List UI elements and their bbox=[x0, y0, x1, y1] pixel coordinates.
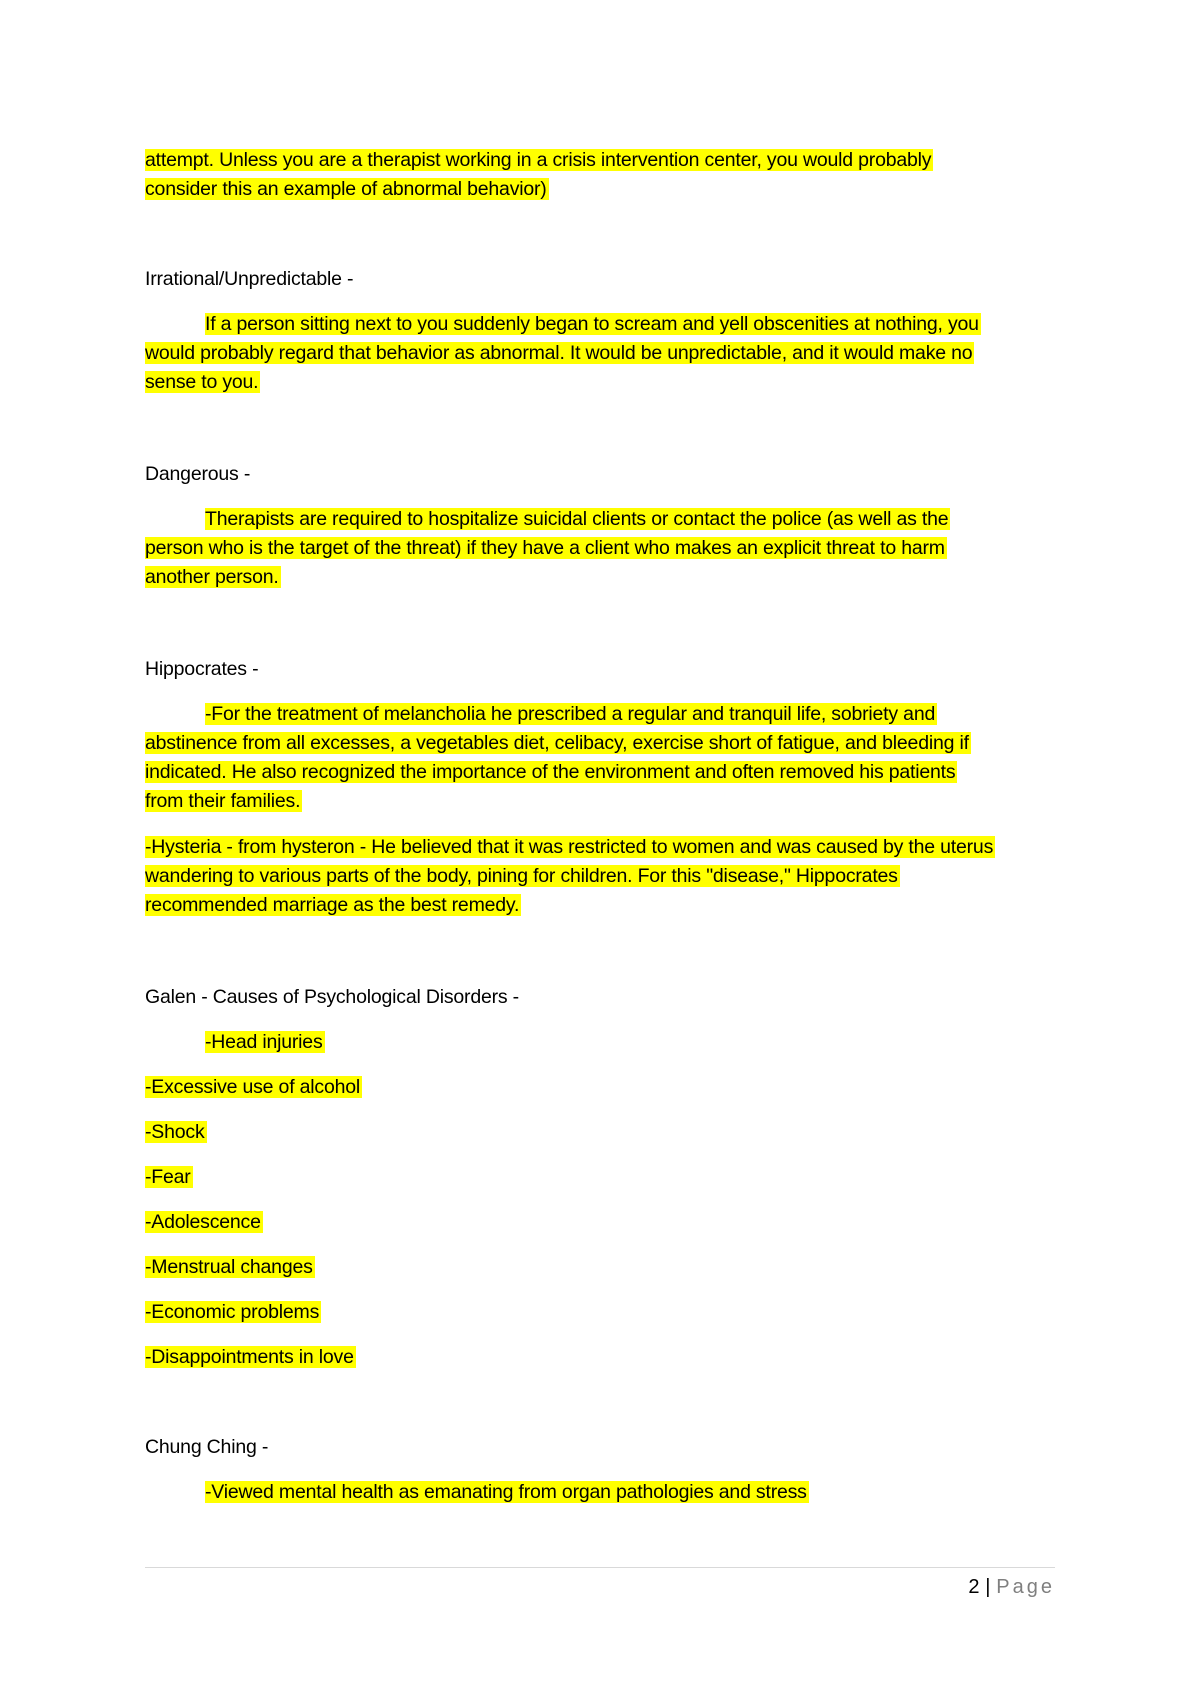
hippocrates-p2-line-1: -Hysteria - from hysteron - He believed that it was restricted to women and was caused by the uterus bbox=[145, 836, 994, 858]
chung-ching-heading: Chung Ching - bbox=[145, 1436, 269, 1458]
irrational-line-1: If a person sitting next to you suddenly began to scream and yell obscenities at nothing, you bbox=[205, 313, 979, 335]
galen-item-1: -Head injuries bbox=[205, 1031, 323, 1053]
hippocrates-paragraph-2 bbox=[145, 833, 1065, 920]
intro-paragraph bbox=[145, 146, 1065, 204]
dangerous-line-1: Therapists are required to hospitalize suicidal clients or contact the police (as well as the bbox=[205, 508, 949, 530]
galen-item-8: -Disappointments in love bbox=[145, 1346, 354, 1368]
hippocrates-paragraph-1 bbox=[145, 700, 1065, 816]
irrational-heading: Irrational/Unpredictable - bbox=[145, 268, 354, 290]
dangerous-line-3: another person. bbox=[145, 566, 279, 588]
dangerous-paragraph bbox=[145, 505, 1065, 592]
page-footer bbox=[968, 1573, 1055, 1602]
hippocrates-heading: Hippocrates - bbox=[145, 658, 259, 680]
irrational-line-3: sense to you. bbox=[145, 371, 259, 393]
footer-separator: | bbox=[985, 1576, 991, 1598]
hippocrates-p2-line-2: wandering to various parts of the body, pining for children. For this "disease," Hippocrates bbox=[145, 865, 898, 887]
galen-item-7: -Economic problems bbox=[145, 1301, 320, 1323]
footer-divider bbox=[145, 1567, 1055, 1568]
dangerous-line-2: person who is the target of the threat) if they have a client who makes an explicit threat to harm bbox=[145, 537, 945, 559]
galen-item-2: -Excessive use of alcohol bbox=[145, 1076, 361, 1098]
chung-ching-line: -Viewed mental health as emanating from organ pathologies and stress bbox=[205, 1481, 807, 1503]
galen-item-6: -Menstrual changes bbox=[145, 1256, 313, 1278]
intro-line-2: consider this an example of abnormal behavior) bbox=[145, 178, 547, 200]
hippocrates-p2-line-3: recommended marriage as the best remedy. bbox=[145, 894, 520, 916]
hippocrates-p1-line-3: indicated. He also recognized the importance of the environment and often removed his patients bbox=[145, 761, 956, 783]
irrational-paragraph bbox=[145, 310, 1065, 397]
irrational-line-2: would probably regard that behavior as abnormal. It would be unpredictable, and it would make no bbox=[145, 342, 973, 364]
hippocrates-p1-line-1: -For the treatment of melancholia he prescribed a regular and tranquil life, sobriety and bbox=[205, 703, 936, 725]
dangerous-heading: Dangerous - bbox=[145, 463, 251, 485]
intro-line-1: attempt. Unless you are a therapist working in a crisis intervention center, you would probably bbox=[145, 149, 932, 171]
chung-ching-paragraph bbox=[145, 1478, 1065, 1507]
galen-heading: Galen - Causes of Psychological Disorders - bbox=[145, 986, 519, 1008]
galen-item-3: -Shock bbox=[145, 1121, 205, 1143]
page-number: 2 bbox=[968, 1576, 980, 1598]
galen-item-4: -Fear bbox=[145, 1166, 191, 1188]
hippocrates-p1-line-2: abstinence from all excesses, a vegetables diet, celibacy, exercise short of fatigue, and bleeding if bbox=[145, 732, 969, 754]
galen-item-5: -Adolescence bbox=[145, 1211, 261, 1233]
page-label: Page bbox=[996, 1576, 1055, 1598]
hippocrates-p1-line-4: from their families. bbox=[145, 790, 301, 812]
